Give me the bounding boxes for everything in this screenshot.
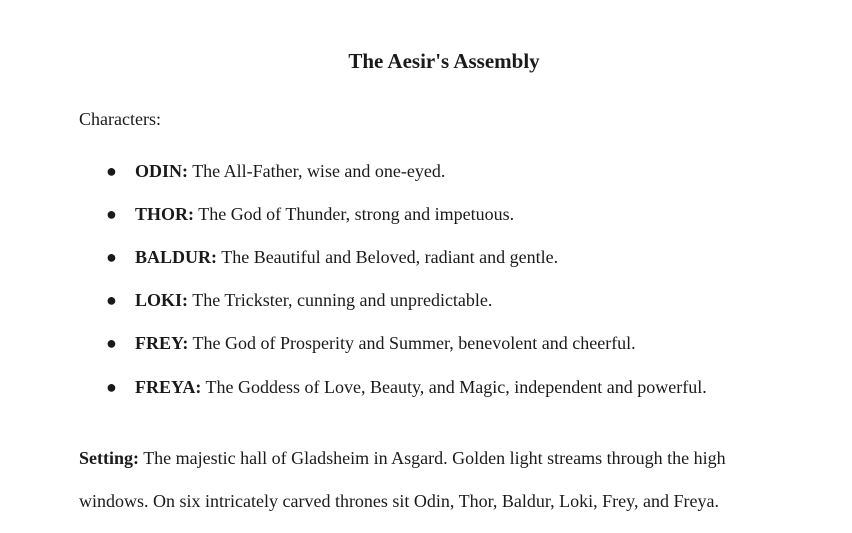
character-description: The Beautiful and Beloved, radiant and gentle. xyxy=(221,247,559,267)
bullet-icon: ● xyxy=(106,247,117,267)
bullet-icon: ● xyxy=(106,377,117,397)
characters-heading: Characters: xyxy=(79,109,161,129)
character-name: FREYA: xyxy=(135,377,202,397)
setting-text: The majestic hall of Gladsheim in Asgard. Golden light streams through the high windows. On six intricately carved thrones sit Odin, Thor, Baldur, Loki, Frey, and Freya. xyxy=(79,448,726,511)
bullet-icon: ● xyxy=(106,161,117,181)
character-description: The Trickster, cunning and unpredictable. xyxy=(192,290,493,310)
document-title: The Aesir's Assembly xyxy=(348,49,540,73)
character-name: THOR: xyxy=(135,204,195,224)
character-item-loki xyxy=(106,287,492,313)
bullet-icon: ● xyxy=(106,204,117,224)
character-description: The Goddess of Love, Beauty, and Magic, independent and powerful. xyxy=(205,377,707,397)
character-description: The God of Prosperity and Summer, benevolent and cheerful. xyxy=(192,333,636,353)
character-item-baldur xyxy=(106,244,558,270)
character-item-thor xyxy=(106,201,514,227)
character-name: LOKI: xyxy=(135,290,189,310)
character-item-odin xyxy=(106,158,445,184)
bullet-icon: ● xyxy=(106,290,117,310)
character-item-freya xyxy=(106,374,707,400)
character-item-frey xyxy=(106,330,636,356)
character-name: ODIN: xyxy=(135,161,188,181)
character-name: BALDUR: xyxy=(135,247,218,267)
setting-label: Setting: xyxy=(79,448,139,468)
setting-paragraph xyxy=(79,437,779,523)
character-description: The God of Thunder, strong and impetuous. xyxy=(198,204,515,224)
character-description: The All-Father, wise and one-eyed. xyxy=(192,161,446,181)
bullet-icon: ● xyxy=(106,333,117,353)
character-name: FREY: xyxy=(135,333,189,353)
